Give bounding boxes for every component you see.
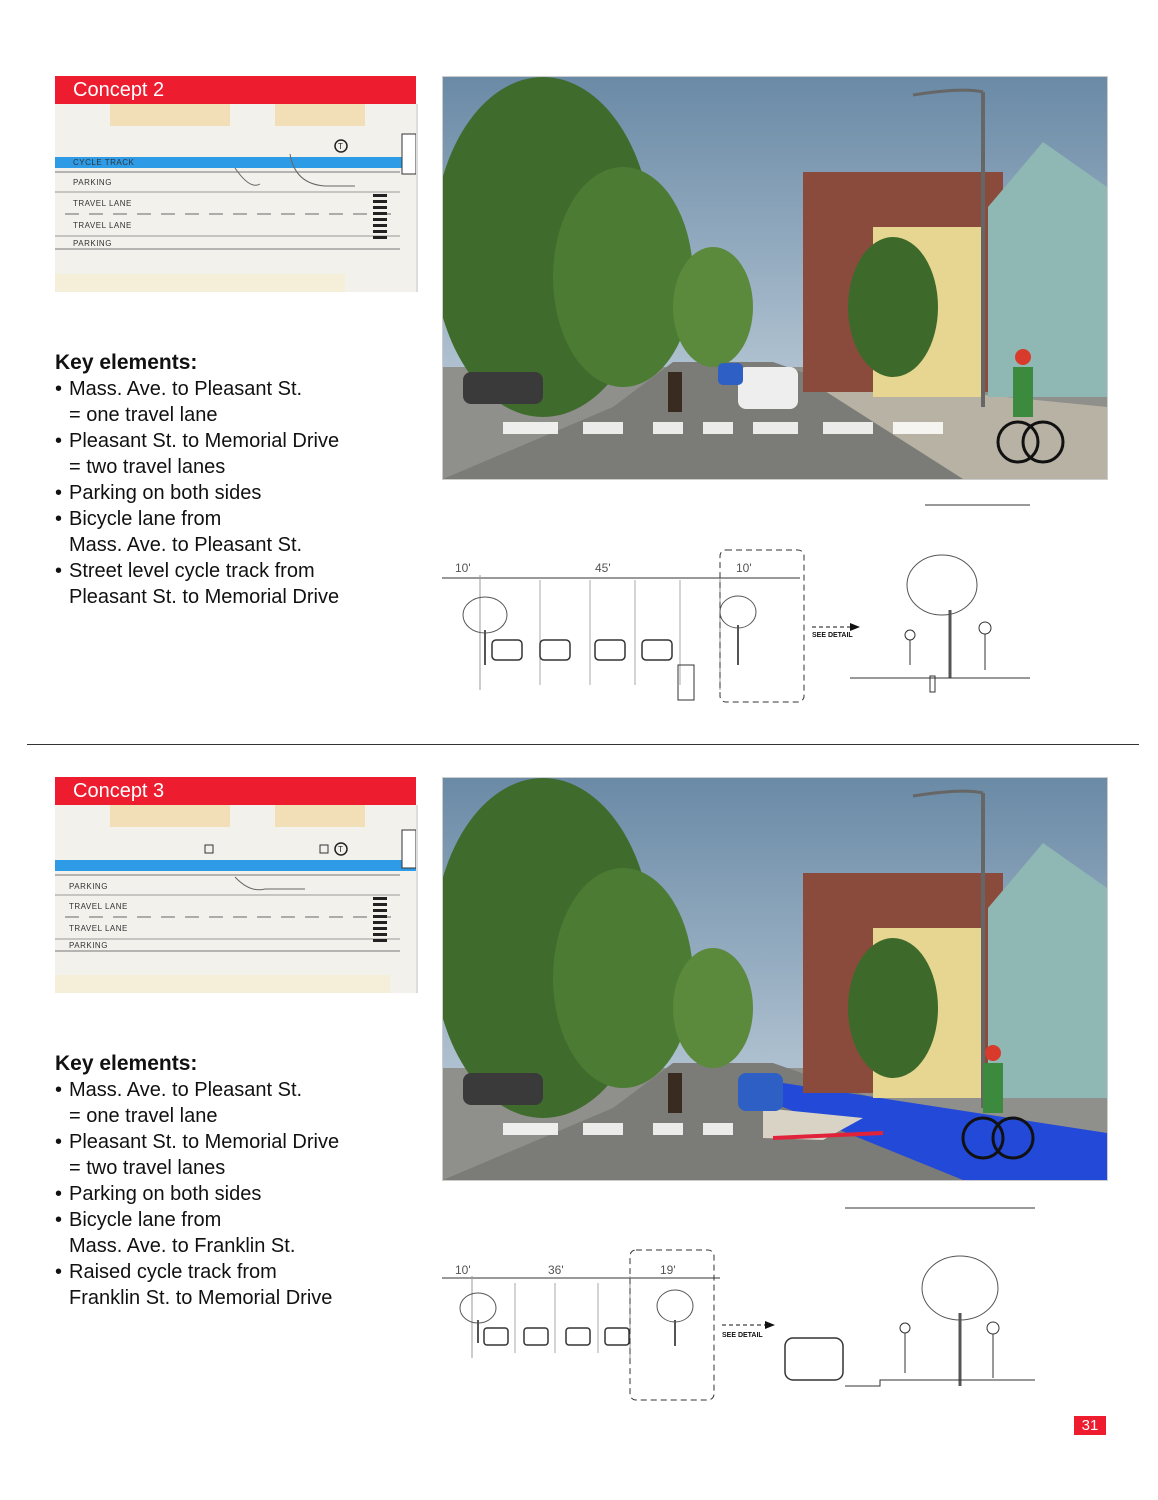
dimension-label: 10' xyxy=(455,561,471,575)
concept-2-plan-diagram xyxy=(55,104,418,292)
concept-3-street-rendering xyxy=(442,777,1108,1181)
key-item: • Mass. Ave. to Pleasant St. = one travel lane xyxy=(55,1077,415,1129)
key-item: • Bicycle lane from Mass. Ave. to Franklin St. xyxy=(55,1207,415,1259)
plan-label: PARKING xyxy=(73,239,112,248)
dimension-label: 36' xyxy=(548,1263,564,1277)
page-number: 31 xyxy=(1074,1416,1106,1435)
key-item: • Parking on both sides xyxy=(55,1181,415,1207)
plan-label: PARKING xyxy=(69,882,108,891)
key-item: • Bicycle lane from Mass. Ave. to Pleasant St. xyxy=(55,506,415,558)
see-detail-label: SEE DETAIL xyxy=(812,632,853,639)
plan-label: CYCLE TRACK xyxy=(73,158,135,167)
concept-3-cross-section xyxy=(440,1198,1140,1428)
key-item: • Street level cycle track from Pleasant St. to Memorial Drive xyxy=(55,558,415,610)
dimension-label: 45' xyxy=(595,561,611,575)
plan-label: PARKING xyxy=(69,941,108,950)
plan-label: TRAVEL LANE xyxy=(69,902,128,911)
dimension-label: 19' xyxy=(660,1263,676,1277)
concept-3-tag: Concept 3 xyxy=(55,777,416,805)
plan-label: TRAVEL LANE xyxy=(73,199,132,208)
plan-label: TRAVEL LANE xyxy=(73,221,132,230)
plan-label: PARKING xyxy=(73,178,112,187)
concept-3-plan-diagram xyxy=(55,805,418,993)
concept-2-street-rendering xyxy=(442,76,1108,480)
key-item: • Raised cycle track from Franklin St. to Memorial Drive xyxy=(55,1259,415,1311)
plan-label: TRAVEL LANE xyxy=(69,924,128,933)
concept-2-cross-section xyxy=(440,500,1140,730)
concept-2-tag: Concept 2 xyxy=(55,76,416,104)
svg-text:T: T xyxy=(338,142,343,151)
dimension-label: 10' xyxy=(736,561,752,575)
concept-3-key-elements xyxy=(55,1051,415,1311)
svg-text:T: T xyxy=(338,845,343,854)
key-item: • Pleasant St. to Memorial Drive = two travel lanes xyxy=(55,1129,415,1181)
concept-2-key-elements xyxy=(55,350,415,610)
key-elements-heading: Key elements: xyxy=(55,1052,198,1075)
section-divider xyxy=(27,744,1139,745)
key-elements-heading: Key elements: xyxy=(55,351,198,374)
key-item: • Pleasant St. to Memorial Drive = two travel lanes xyxy=(55,428,415,480)
key-item: • Parking on both sides xyxy=(55,480,415,506)
see-detail-label: SEE DETAIL xyxy=(722,1332,763,1339)
key-item: • Mass. Ave. to Pleasant St. = one travel lane xyxy=(55,376,415,428)
dimension-label: 10' xyxy=(455,1263,471,1277)
